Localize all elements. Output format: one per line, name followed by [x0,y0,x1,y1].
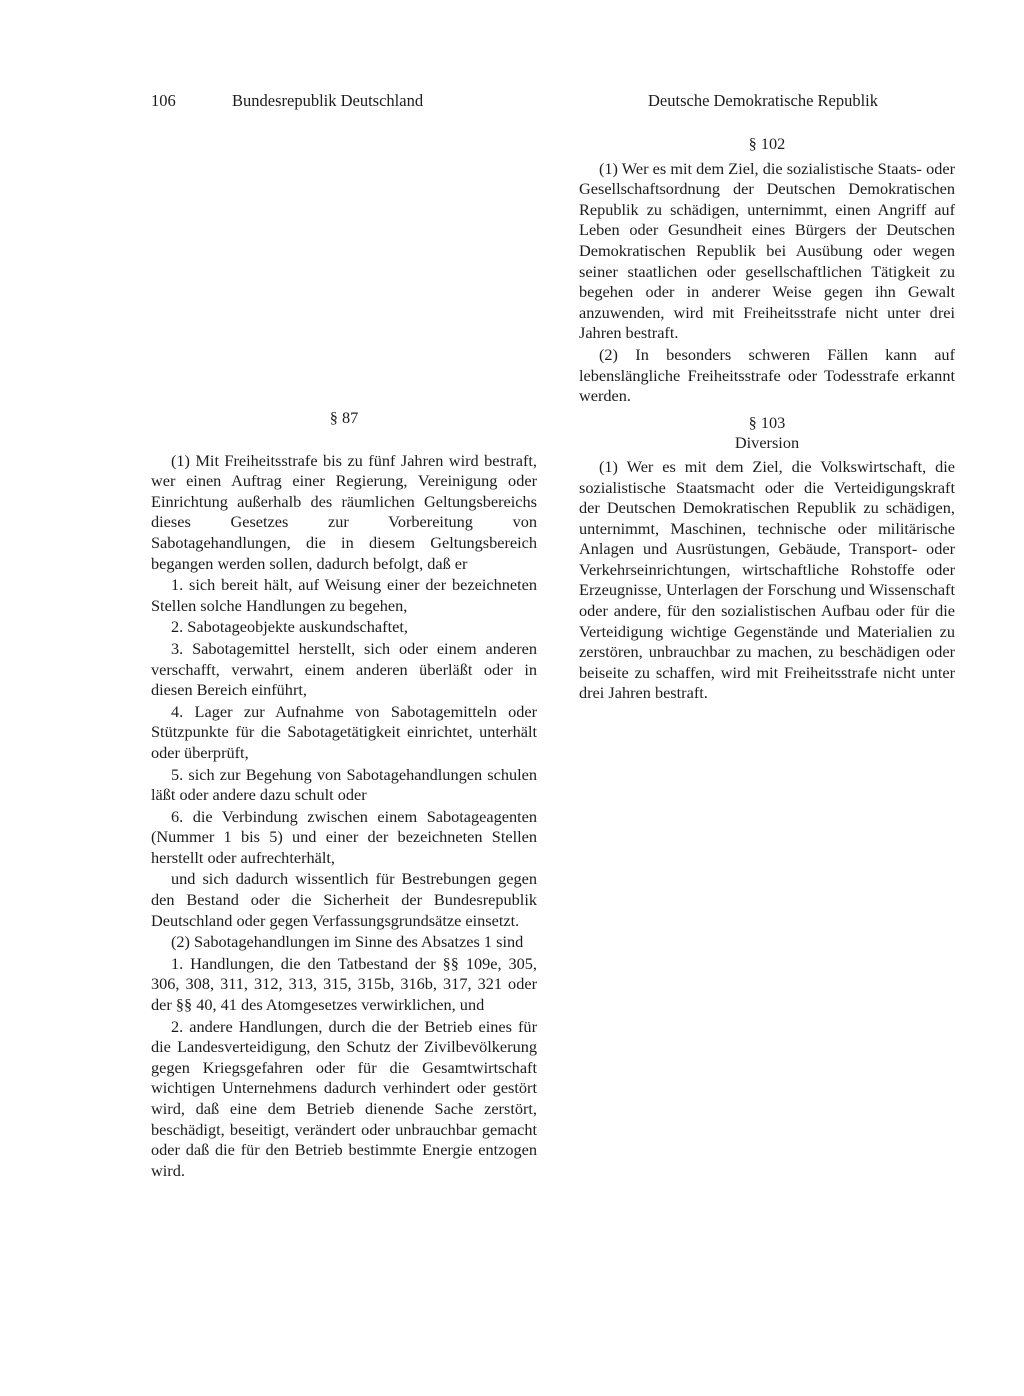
paragraph: (1) Mit Freiheitsstrafe bis zu fünf Jahren wird bestraft, wer einen Auftrag einer Regierung, Vereinigung oder Einrichtung außerhalb des räumlichen Geltungsbereichs dieses Gesetzes zur Vorbereitung von Sabotagehandlungen, die in diesem Geltungsbereich begangen werden sollen, dadurch befolgt, daß er [151,450,537,573]
paragraph: (1) Wer es mit dem Ziel, die Volkswirtschaft, die sozialistische Staatsmacht oder die Verteidigungskraft der Deutschen Demokratischen Republik zu schädigen, unternimmt, Maschinen, technische oder militärische Anlagen und Ausrüstungen, Gebäude, Transport- oder Verkehrseinrichtungen, wirtschaftliche Rohstoffe oder Erzeugnisse, Unterlagen der Forschung und Wissenschaft oder andere, für den sozialistischen Aufbau oder für die Verteidigung wichtige Gegenstände und Materialien zu zerstören, unbrauchbar zu machen, zu beschädigen oder beiseite zu schaffen, wird mit Freiheitsstrafe nicht unter drei Jahren bestraft. [579,456,955,703]
section-title-diversion: Diversion [734,433,800,453]
left-column [151,408,537,1182]
paragraph: (2) In besonders schweren Fällen kann auf lebenslängliche Freiheitsstrafe oder Todesstrafe erkannt werden. [579,344,955,406]
list-item: 4. Lager zur Aufnahme von Sabotagemitteln oder Stützpunkte für die Sabotagetätigkeit einrichtet, unterhält oder überprüft, [151,701,537,762]
list-item: 3. Sabotagemittel herstellt, sich oder einem anderen verschafft, verwahrt, einem anderen überläßt oder in diesen Bereich einführt, [151,638,537,700]
list-item: 1. Handlungen, die den Tatbestand der §§ 109e, 305, 306, 308, 311, 312, 313, 315, 315b, 316b, 317, 321 oder der §§ 40, 41 des Atomgesetzes verwirklichen, und [151,953,537,1015]
paragraph: (1) Wer es mit dem Ziel, die sozialistische Staats- oder Gesellschaftsordnung der Deutschen Demokratischen Republik zu schädigen, unternimmt, einen Angriff auf Leben oder Gesundheit eines Bürgers der Deutschen Demokratischen Republik bei Ausübung oder wegen seiner staatlichen oder gesellschaftlichen Tätigkeit zu begehen oder in anderer Weise gegen ihn Gewalt anzuwenden, wird mit Freiheitsstrafe nicht unter drei Jahren bestraft. [579,158,955,343]
right-column [579,134,955,705]
list-item: 2. andere Handlungen, durch die der Betrieb eines für die Landesverteidigung, den Schutz der Zivilbevölkerung gegen Kriegsgefahren oder für die Gesamtwirtschaft wichtigen Unternehmens dadurch verhindert oder gestört wird, daß eine dem Betrieb dienende Sache zerstört, beschädigt, beseitigt, verändert oder unbrauchbar gemacht oder daß die für den Betrieb bestimmte Energie entzogen wird. [151,1016,537,1180]
list-item: 5. sich zur Begehung von Sabotagehandlungen schulen läßt oder andere dazu schult oder [151,764,537,805]
running-head-right: Deutsche Demokratische Republik [648,91,879,110]
list-item: 6. die Verbindung zwischen einem Sabotageagenten (Nummer 1 bis 5) und einer der bezeichneten Stellen herstellt oder aufrechterhält, [151,806,537,867]
list-item: 1. sich bereit hält, auf Weisung einer der bezeichneten Stellen solche Handlungen zu begehen, [151,575,537,615]
page-number: 106 [151,91,176,110]
running-head-left: Bundesrepublik Deutschland [232,91,424,110]
paragraph: und sich dadurch wissentlich für Bestrebungen gegen den Bestand oder die Sicherheit der Bundesrepublik Deutschland oder gegen Verfassungsgrundsätze einsetzt. [151,869,537,930]
section-heading-102: § 102 [748,134,786,153]
section-heading-103: § 103 [748,412,786,432]
paragraph: (2) Sabotagehandlungen im Sinne des Absatzes 1 sind [171,932,524,952]
section-heading-87: § 87 [329,408,359,427]
list-item: 2. Sabotageobjekte auskundschaftet, [171,617,408,637]
